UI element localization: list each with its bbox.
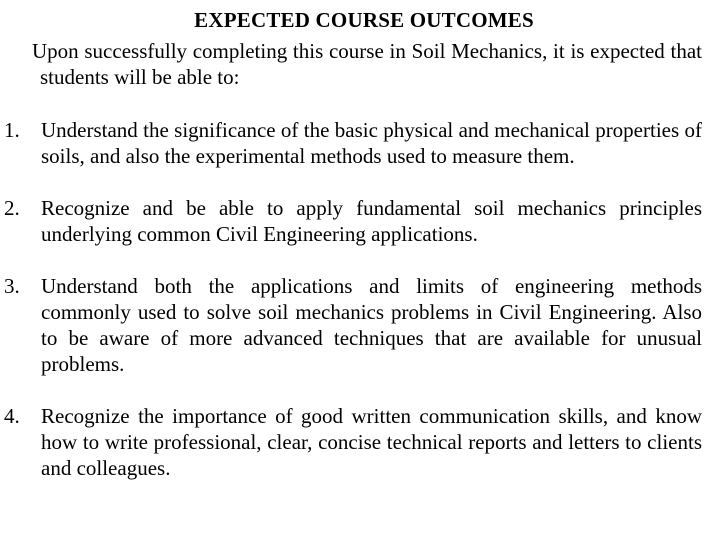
outcome-text: Understand both the applications and limits of engineering methods commonly used to solve soil mechanics problems in Civil Engineering. Also to be aware of more advanced techniques that are available for unusual problems. <box>41 274 702 376</box>
page-title: EXPECTED COURSE OUTCOMES <box>194 8 534 32</box>
outcome-number: 1. <box>4 118 20 142</box>
outcome-item <box>0 195 702 247</box>
outcome-item <box>0 273 702 377</box>
intro-paragraph: Upon successfully completing this course in Soil Mechanics, it is expected that students will be able to: <box>32 39 702 89</box>
outcome-text: Understand the significance of the basic physical and mechanical properties of soils, and also the experimental methods used to measure them. <box>41 118 702 168</box>
outcome-item <box>0 403 702 481</box>
outcome-text: Recognize the importance of good written communication skills, and know how to write professional, clear, concise technical reports and letters to clients and colleagues. <box>41 404 702 480</box>
outcome-text: Recognize and be able to apply fundamental soil mechanics principles underlying common Civil Engineering applications. <box>41 196 702 246</box>
outcomes-list <box>0 117 702 507</box>
outcome-number: 3. <box>4 274 20 298</box>
outcome-number: 2. <box>4 196 20 220</box>
outcome-item <box>0 117 702 169</box>
outcome-number: 4. <box>4 404 20 428</box>
